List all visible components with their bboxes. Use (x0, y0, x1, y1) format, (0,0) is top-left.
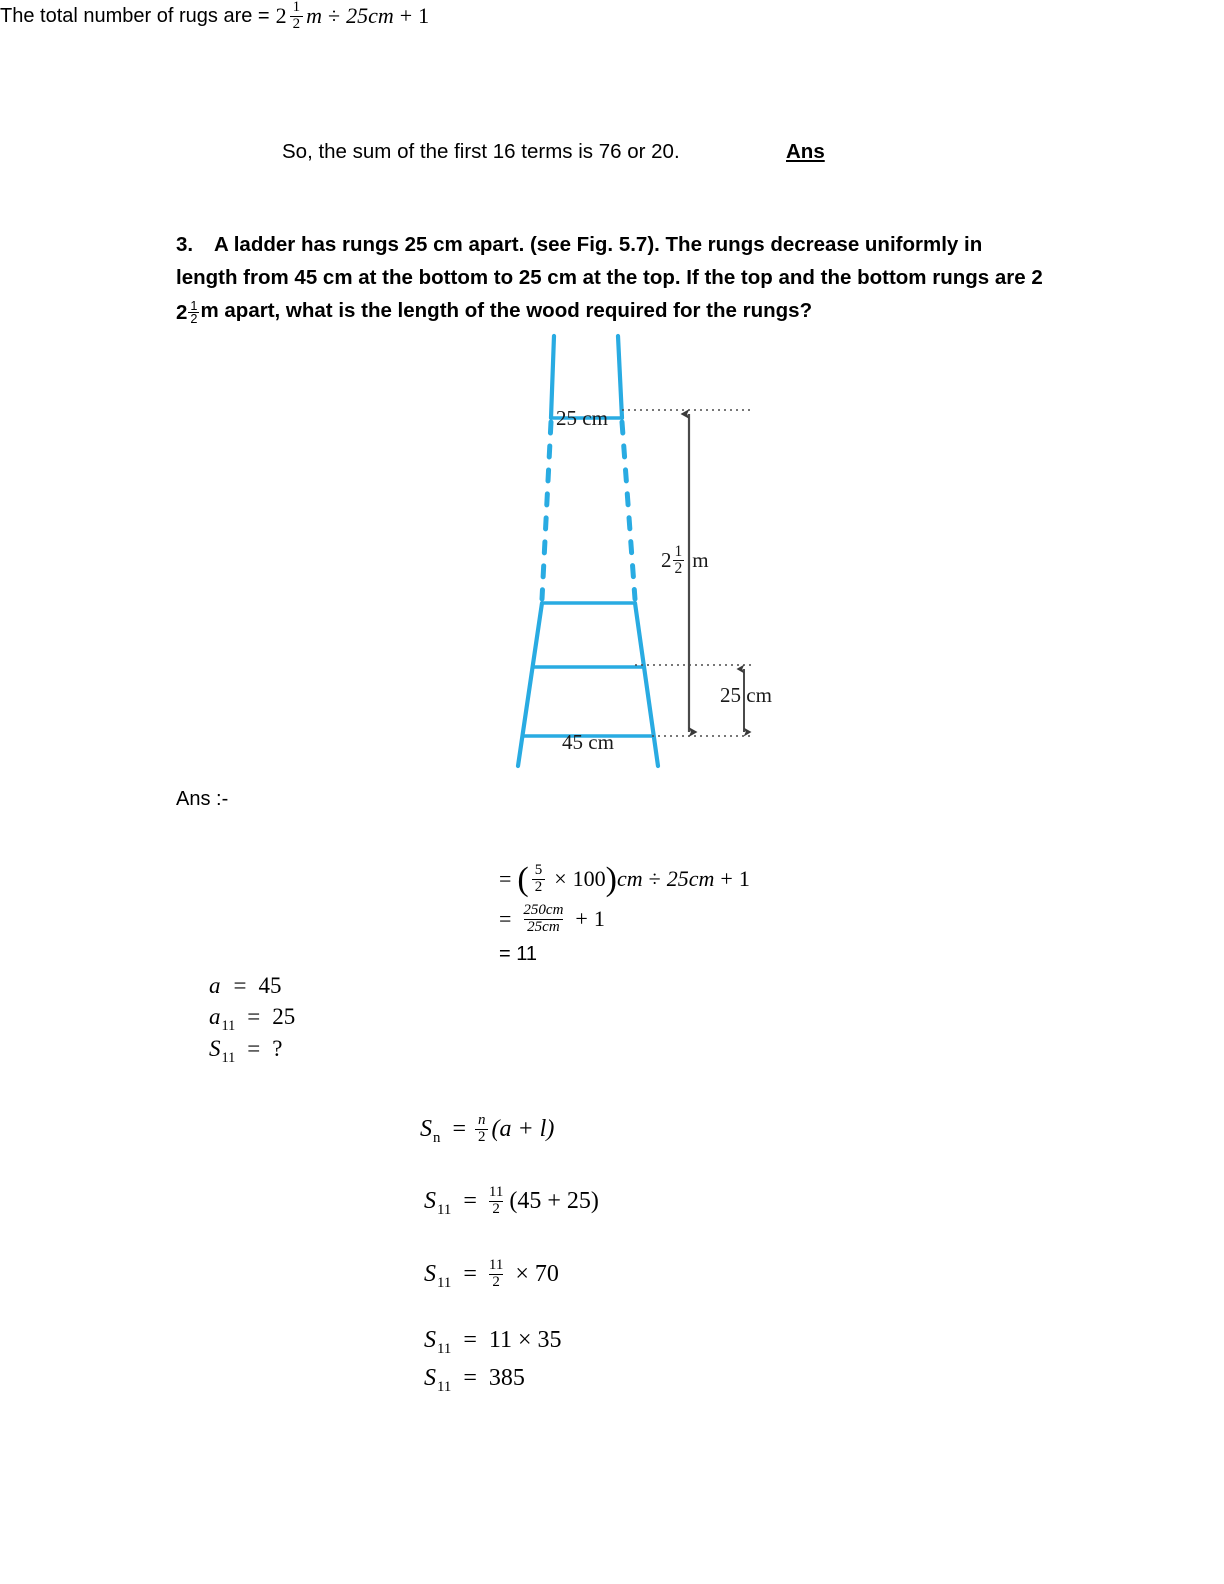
f3-frac-numerator: 11 (488, 1257, 504, 1273)
top-statement-text: So, the sum of the first 16 terms is 76 or 20. (282, 140, 680, 163)
figure-label-top-rung: 25 cm (556, 406, 608, 430)
f5-equals: = (463, 1365, 477, 1391)
f2-equals: = (463, 1187, 477, 1214)
f5-subscript: 11 (437, 1379, 452, 1396)
answer-equation-2 (499, 860, 750, 898)
rugs-line-text: The total number of rugs are = (0, 4, 270, 27)
eq3-plus-sign: + (575, 906, 588, 932)
f2-fraction (486, 1185, 506, 1218)
rugs-divide-sign: ÷ (327, 3, 341, 29)
question-frac-numerator: 1 (190, 297, 198, 313)
eq2-equals: = (499, 866, 512, 892)
eq2-divide-sign: ÷ (648, 866, 661, 892)
formula-s11-substituted (424, 1185, 599, 1218)
given-s11-value: ? (272, 1036, 283, 1061)
eq3-frac-denominator: 25cm (524, 919, 563, 936)
f3-equals: = (463, 1260, 477, 1287)
rugs-frac-denominator: 2 (290, 16, 304, 33)
f3-times-sign: × (515, 1260, 529, 1287)
f4-subscript: 11 (437, 1341, 452, 1358)
rugs-plus-sign: + (399, 3, 413, 29)
f1-frac-numerator: n (477, 1112, 486, 1128)
f3-subscript: 11 (437, 1274, 452, 1291)
given-a11-equals: = (247, 1004, 261, 1029)
eq2-hundred: 100 (572, 866, 606, 892)
given-a-value: 45 (258, 973, 282, 998)
formula-s11-product (424, 1327, 562, 1358)
ladder-figure-svg (430, 322, 850, 782)
figure-label-total-height (661, 544, 709, 576)
rugs-fraction (290, 0, 304, 33)
figure-height-denominator: 2 (674, 559, 683, 577)
given-value-a11 (209, 1004, 296, 1034)
top-ans-label: Ans (786, 140, 825, 163)
given-a-symbol: a (209, 973, 221, 998)
given-a11-value: 25 (272, 1004, 296, 1029)
f5-value: 385 (488, 1365, 525, 1391)
eq2-close-paren: ) (605, 860, 617, 898)
f1-subscript: n (433, 1129, 441, 1146)
eq2-one: 1 (738, 866, 750, 892)
given-s11-symbol: S (209, 1036, 221, 1061)
eq3-fraction (520, 903, 566, 936)
f5-symbol: S (424, 1365, 436, 1391)
figure-height-unit: m (692, 547, 709, 572)
formula-sn-general (420, 1113, 554, 1146)
eq2-fraction (532, 863, 546, 896)
answer-equation-3 (499, 903, 605, 936)
answer-rugs-count-line (0, 0, 1224, 33)
f2-subscript: 11 (437, 1201, 452, 1218)
f3-tail: 70 (534, 1260, 559, 1287)
f4-symbol: S (424, 1327, 436, 1353)
figure-label-rung-gap: 25 cm (720, 683, 772, 707)
formula-s11-times70 (424, 1258, 559, 1291)
f1-frac-denominator: 2 (475, 1129, 489, 1146)
eq3-equals: = (499, 906, 512, 932)
eq2-frac-numerator: 5 (534, 862, 543, 878)
rugs-frac-numerator: 1 (292, 0, 301, 15)
figure-label-bottom-rung: 45 cm (562, 730, 614, 754)
f2-symbol: S (424, 1187, 436, 1214)
answer-heading: Ans :- (176, 788, 229, 810)
eq2-times-sign: × (554, 866, 567, 892)
f2-tail: (45 + 25) (509, 1187, 599, 1214)
question-text-part1: A ladder has rungs 25 cm apart. (see Fig. 5.7). The rungs decrease uniformly in length from 45 cm at the bottom to 25 cm at the top. If the top and the bottom rungs are 2 (176, 233, 1043, 289)
eq2-cm-unit: cm (617, 866, 643, 892)
f1-fraction (475, 1113, 489, 1146)
question-block (176, 228, 1046, 329)
eq2-open-paren: ( (517, 860, 529, 898)
f1-tail: (a + l) (491, 1115, 555, 1142)
given-value-s11 (209, 1036, 283, 1066)
eq2-frac-denominator: 2 (532, 879, 546, 896)
f1-symbol: S (420, 1115, 432, 1142)
figure-height-numerator: 1 (674, 543, 683, 560)
f3-symbol: S (424, 1260, 436, 1287)
f2-frac-denominator: 2 (489, 1201, 503, 1218)
f3-frac-denominator: 2 (489, 1274, 503, 1291)
rugs-whole: 2 (275, 3, 287, 29)
given-value-a (209, 973, 281, 999)
question-number: 3. (176, 233, 194, 256)
answer-equation-4: = 11 (499, 943, 537, 965)
f1-equals: = (452, 1115, 466, 1142)
given-a11-subscript: 11 (221, 1017, 236, 1034)
f4-equals: = (463, 1327, 477, 1353)
eq2-value-25cm: 25cm (666, 866, 715, 892)
given-s11-equals: = (247, 1036, 261, 1061)
question-text (176, 233, 1043, 327)
question-text-part2: m apart, what is the length of the wood required for the rungs? (200, 299, 813, 322)
figure-height-whole: 2 (661, 547, 672, 572)
rugs-one: 1 (418, 3, 430, 29)
rugs-value-25cm: 25cm (346, 3, 394, 29)
given-a-equals: = (233, 973, 247, 998)
given-a11-symbol: a (209, 1004, 221, 1029)
f3-fraction (486, 1258, 506, 1291)
ladder-figure (430, 322, 850, 782)
eq3-one: 1 (593, 906, 605, 932)
formula-s11-result (424, 1365, 525, 1396)
given-s11-subscript: 11 (221, 1049, 236, 1066)
rugs-unit-m: m (306, 3, 322, 29)
f4-value: 11 × 35 (488, 1327, 562, 1353)
question-frac-denominator: 2 (190, 311, 198, 327)
eq3-frac-numerator: 250cm (523, 902, 564, 918)
question-frac-whole: 2 (176, 301, 188, 325)
eq2-plus-sign: + (720, 866, 733, 892)
f2-frac-numerator: 11 (488, 1184, 504, 1200)
question-mixed-fraction (176, 296, 200, 329)
